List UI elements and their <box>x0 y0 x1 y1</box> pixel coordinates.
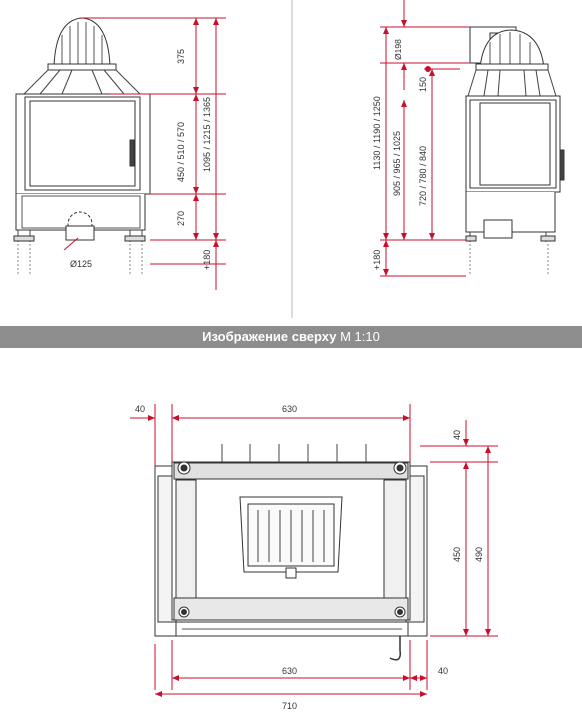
top-dim-total-710: 710 <box>282 701 298 711</box>
front-flue-label: Ø125 <box>70 259 93 269</box>
top-dim-right-40: 40 <box>452 429 462 440</box>
front-dim-375: 375 <box>176 48 186 64</box>
top-dim-left-40: 40 <box>135 404 146 414</box>
side-reference-dot <box>425 66 431 72</box>
front-glass <box>30 101 135 186</box>
top-dim-490: 490 <box>474 546 484 562</box>
section-title: Изображение сверху <box>202 329 337 344</box>
side-dim-180: +180 <box>372 249 382 270</box>
side-dim-150: 150 <box>418 76 428 92</box>
top-dim-bottom-630: 630 <box>282 666 298 676</box>
front-dim-270: 270 <box>176 210 186 226</box>
front-view <box>14 18 150 274</box>
front-dome <box>24 18 140 94</box>
top-view <box>155 444 427 660</box>
front-dim-1095: 1095 / 1215 / 1365 <box>202 96 212 172</box>
side-dim-1130: 1130 / 1190 / 1250 <box>372 96 382 170</box>
front-dim-180: +180 <box>202 249 212 270</box>
top-grate <box>240 497 342 578</box>
section-title-bar <box>0 326 582 348</box>
side-dim-720: 720 / 780 / 840 <box>418 145 428 206</box>
side-glass <box>480 103 550 185</box>
section-scale: М 1:10 <box>340 329 380 344</box>
top-dim-bottom-40: 40 <box>438 666 449 676</box>
side-dim-905: 905 / 965 / 1025 <box>392 130 402 196</box>
front-dim-450: 450 / 510 / 570 <box>176 121 186 182</box>
top-dim-width-630: 630 <box>282 404 298 414</box>
side-view <box>466 27 564 276</box>
side-flue-label: Ø198 <box>393 39 403 60</box>
top-dim-450: 450 <box>452 546 462 562</box>
